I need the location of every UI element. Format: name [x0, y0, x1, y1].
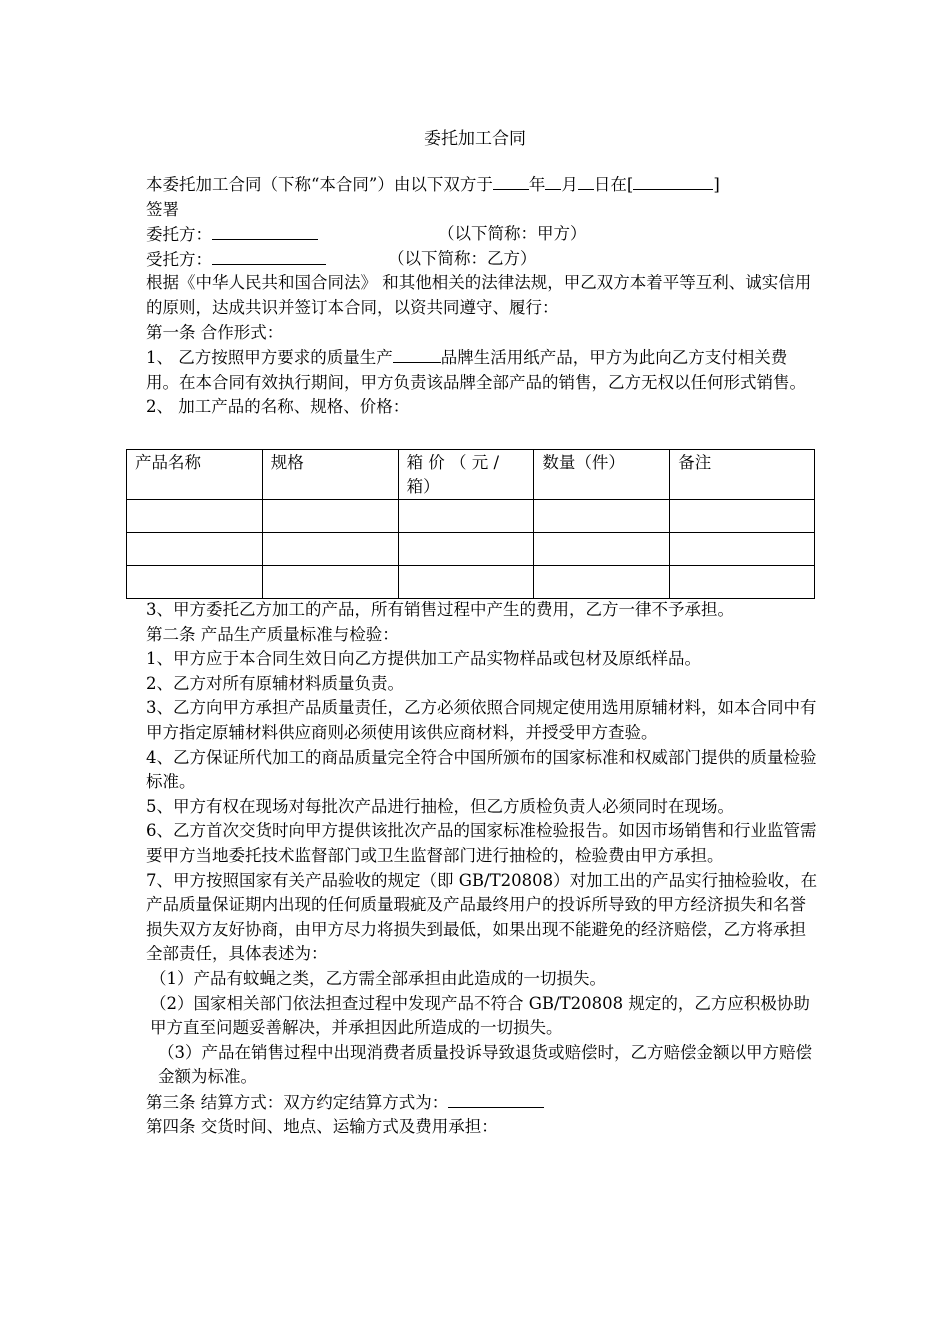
table-cell[interactable] [670, 566, 815, 599]
table-cell[interactable] [127, 566, 263, 599]
preamble: 根据《中华人民共和国合同法》 和其他相关的法律法规，甲乙双方本着平等互利、诚实信用的原则，达成共识并签订本合同，以资共同遵守、履行： [146, 273, 812, 317]
article2-item: 3、乙方向甲方承担产品质量责任，乙方必须依照合同规定使用选用原辅材料，如本合同中有甲方指定原辅材料供应商则必须使用该供应商材料，并授受甲方查验。 [146, 698, 817, 742]
party-b-alias: （以下简称：乙方） [388, 248, 537, 268]
intro-text: 本委托加工合同（下称“本合同”）由以下双方于 [146, 175, 493, 194]
article4: 第四条 交货时间、地点、运输方式及费用承担： [146, 1117, 498, 1137]
table-header-cell: 数量（件） [534, 450, 670, 500]
article1-item2: 2、 加工产品的名称、规格、价格： [146, 397, 410, 417]
party-b-blank [212, 247, 326, 265]
month-blank [545, 172, 561, 190]
table-cell[interactable] [534, 533, 670, 566]
party-b-row [146, 247, 814, 272]
year-blank [493, 172, 529, 190]
table-row [127, 533, 815, 566]
article2-heading: 第二条 产品生产质量标准与检验： [146, 624, 399, 644]
table-header-cell: 规格 [262, 450, 398, 500]
article3 [146, 1090, 821, 1116]
article2-item: 5、甲方有权在现场对每批次产品进行抽检，但乙方质检负责人必须同时在现场。 [146, 796, 734, 816]
year-label: 年 [528, 175, 546, 194]
place-blank [633, 172, 713, 190]
table-cell[interactable] [262, 533, 398, 566]
article1-item3: 3、甲方委托乙方加工的产品，所有销售过程中产生的费用，乙方一律不予承担。 [146, 600, 734, 619]
table-header-cell: 备注 [670, 450, 815, 500]
brand-blank [393, 345, 441, 363]
party-b-label: 受托方： [146, 249, 212, 269]
day-blank [578, 172, 594, 190]
table-cell[interactable] [127, 533, 263, 566]
month-label: 月 [561, 175, 578, 194]
table-cell[interactable] [262, 500, 398, 533]
article2-item: 6、乙方首次交货时向甲方提供该批次产品的国家标准检验报告。如因市场销售和行业监管需要甲方当地委托技术监督部门或卫生监督部门进行抽检的，检验费由甲方承担。 [146, 821, 817, 865]
article2-item: 2、乙方对所有原辅材料质量负责。 [146, 673, 404, 693]
table-cell[interactable] [127, 500, 263, 533]
settlement-blank [448, 1090, 544, 1108]
document-title: 委托加工合同 [424, 129, 526, 149]
intro-line [146, 172, 814, 198]
bracket-close: ] [713, 175, 720, 194]
article2-sub-item: （2）国家相关部门依法担查过程中发现产品不符合 GB/T20808 规定的，乙方应积极协助甲方直至问题妥善解决，并承担因此所造成的一切损失。 [150, 993, 810, 1038]
table-cell[interactable] [398, 533, 534, 566]
article2-item: 7、甲方按照国家有关产品验收的规定（即 GB/T20808）对加工出的产品实行抽检验收，在产品质量保证期内出现的任何质量瑕疵及产品最终用户的投诉所导致的甲方经济损失和名誉损失双方友好协商，由甲方尽力将损失到最低，如果出现不能避免的经济赔偿，乙方将承担全部责任，具体表述为： [146, 870, 818, 964]
day-label: 日在[ [593, 175, 634, 194]
table-cell[interactable] [398, 500, 534, 533]
article2-sub-item: （3）产品在销售过程中出现消费者质量投诉导致退货或赔偿时，乙方赔偿金额以甲方赔偿金额为标准。 [158, 1042, 812, 1087]
table-header-cell: 箱 价 （ 元 / 箱） [398, 450, 534, 500]
table-cell[interactable] [670, 533, 815, 566]
contract-intro [146, 172, 814, 420]
contract-terms [146, 598, 821, 1140]
table-cell[interactable] [262, 566, 398, 599]
table-cell[interactable] [398, 566, 534, 599]
article2-sub-item: （1）产品有蚊蝇之类，乙方需全部承担由此造成的一切损失。 [150, 968, 606, 988]
article3-text: 第三条 结算方式：双方约定结算方式为： [146, 1092, 449, 1112]
article2-item: 1、甲方应于本合同生效日向乙方提供加工产品实物样品或包材及原纸样品。 [146, 649, 701, 669]
article1-item1-text: 1、 乙方按照甲方要求的质量生产 [146, 348, 393, 368]
party-a-blank [212, 222, 318, 240]
article2-item: 4、乙方保证所代加工的商品质量完全符合中国所颁布的国家标准和权威部门提供的质量检验标准。 [146, 747, 817, 792]
table-cell[interactable] [534, 500, 670, 533]
table-row [127, 566, 815, 599]
product-table [126, 449, 815, 599]
table-header-cell: 产品名称 [127, 450, 263, 500]
article1-item1-rest: 品牌生活用纸产品，甲方为此向乙方支付相关费用。在本合同有效执行期间，甲方负责该品牌全部产品的销售，乙方无权以任何形式销售。 [146, 348, 806, 392]
party-a-alias: （以下简称：甲方） [438, 224, 587, 244]
table-cell[interactable] [670, 500, 815, 533]
table-header-row [127, 450, 815, 500]
intro-sign-line: 签署 [146, 199, 179, 219]
article1-heading: 第一条 合作形式： [146, 322, 284, 342]
table-row [127, 500, 815, 533]
party-a-row [146, 222, 814, 247]
article1-item1 [146, 345, 814, 395]
table-cell[interactable] [534, 566, 670, 599]
party-a-label: 委托方： [146, 225, 212, 245]
